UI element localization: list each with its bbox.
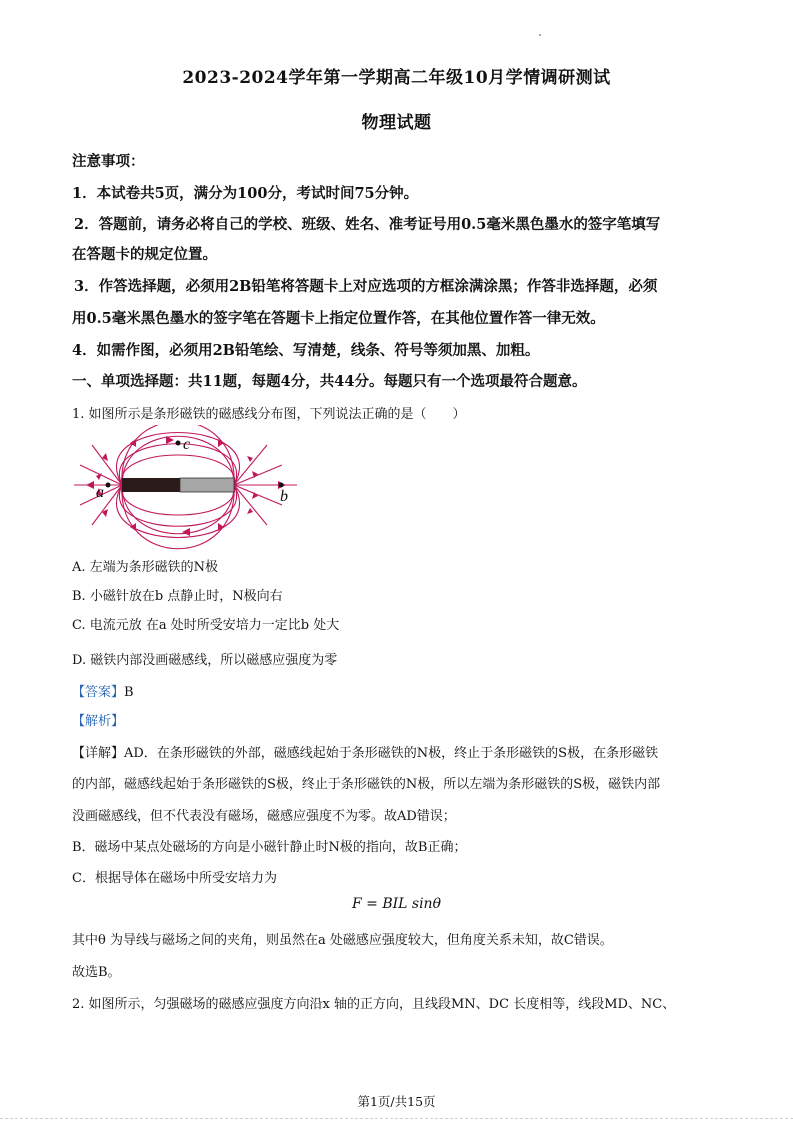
page-subtitle: 物理试题: [361, 113, 432, 133]
magnet-field-figure: [72, 425, 312, 550]
q1-stem: 1. 如图所示是条形磁铁的磁感线分布图，下列说法正确的是（ ）: [72, 407, 466, 422]
notice-item-1: 1．本试卷共5页，满分为100分，考试时间75分钟。: [72, 185, 419, 202]
q1-option-d: D. 磁铁内部没画磁感线，所以磁感应强度为零: [72, 653, 338, 668]
notice-item-4: 4．如需作图，必须用2B铅笔绘、写清楚，线条、符号等须加黑、加粗。: [72, 342, 540, 359]
footer-divider: [0, 1118, 793, 1119]
magnet-right-half: [180, 478, 234, 492]
q1-detail-line2: 的内部，磁感线起始于条形磁铁的S极，终止于条形磁铁的N极，所以左端为条形磁铁的S极，磁铁内部: [72, 777, 661, 792]
q1-option-a: A. 左端为条形磁铁的N极: [72, 560, 219, 575]
stray-dot: [539, 34, 541, 36]
q1-option-c: C. 电流元放 在a 处时所受安培力一定比b 处大: [72, 618, 340, 633]
q1-answer: [72, 681, 134, 700]
q2-stem: 2. 如图所示，匀强磁场的磁感应强度方向沿x 轴的正方向，且线段MN、DC 长度相等，线段MD、NC、: [72, 997, 676, 1012]
q1-detail-b: B．磁场中某点处磁场的方向是小磁针静止时N极的指向，故B正确；: [72, 840, 467, 855]
q1-detail-after: 其中θ 为导线与磁场之间的夹角，则虽然在a 处磁感应强度较大，但角度关系未知，故C错误。: [72, 933, 613, 948]
label-a: a: [96, 484, 104, 501]
page-title: 2023-2024学年第一学期高二年级10月学情调研测试: [182, 68, 611, 88]
label-b: b: [280, 488, 288, 505]
q1-conclusion: 故选B。: [72, 965, 121, 980]
q1-analysis-tag: 【解析】: [72, 714, 125, 729]
point-a-dot: [106, 483, 111, 488]
section-heading: 一、单项选择题：共11题，每题4分，共44分。每题只有一个选项最符合题意。: [72, 373, 587, 390]
notice-heading: 注意事项：: [72, 153, 145, 170]
answer-tag: 【答案】: [72, 685, 125, 700]
notice-item-2-line1: 2．答题前，请务必将自己的学校、班级、姓名、准考证号用0.5毫米黑色墨水的签字笔填写: [74, 216, 661, 233]
page-footer: 第1页/共15页: [357, 1094, 436, 1109]
notice-item-3-line1: 3．作答选择题，必须用2B铅笔将答题卡上对应选项的方框涂满涂黑；作答非选择题，必须: [74, 278, 658, 295]
notice-item-2-line2: 在答题卡的规定位置。: [72, 246, 217, 263]
magnet-left-half: [122, 478, 180, 492]
answer-value: B: [124, 685, 134, 700]
point-b-dot: [279, 483, 284, 488]
q1-detail-line1: 【详解】AD．在条形磁铁的外部，磁感线起始于条形磁铁的N极，终止于条形磁铁的S极，在条形磁铁: [72, 746, 659, 761]
label-c: c: [183, 436, 191, 453]
point-c-dot: [176, 441, 181, 446]
q1-detail-line3: 没画磁感线，但不代表没有磁场，磁感应强度不为零。故AD错误；: [72, 809, 456, 824]
q1-formula: F = BIL sinθ: [351, 896, 442, 912]
notice-item-3-line2: 用0.5毫米黑色墨水的签字笔在答题卡上指定位置作答，在其他位置作答一律无效。: [72, 310, 605, 327]
q1-detail-c: C．根据导体在磁场中所受安培力为: [72, 871, 277, 886]
q1-option-b: B. 小磁针放在b 点静止时，N极向右: [72, 589, 283, 604]
